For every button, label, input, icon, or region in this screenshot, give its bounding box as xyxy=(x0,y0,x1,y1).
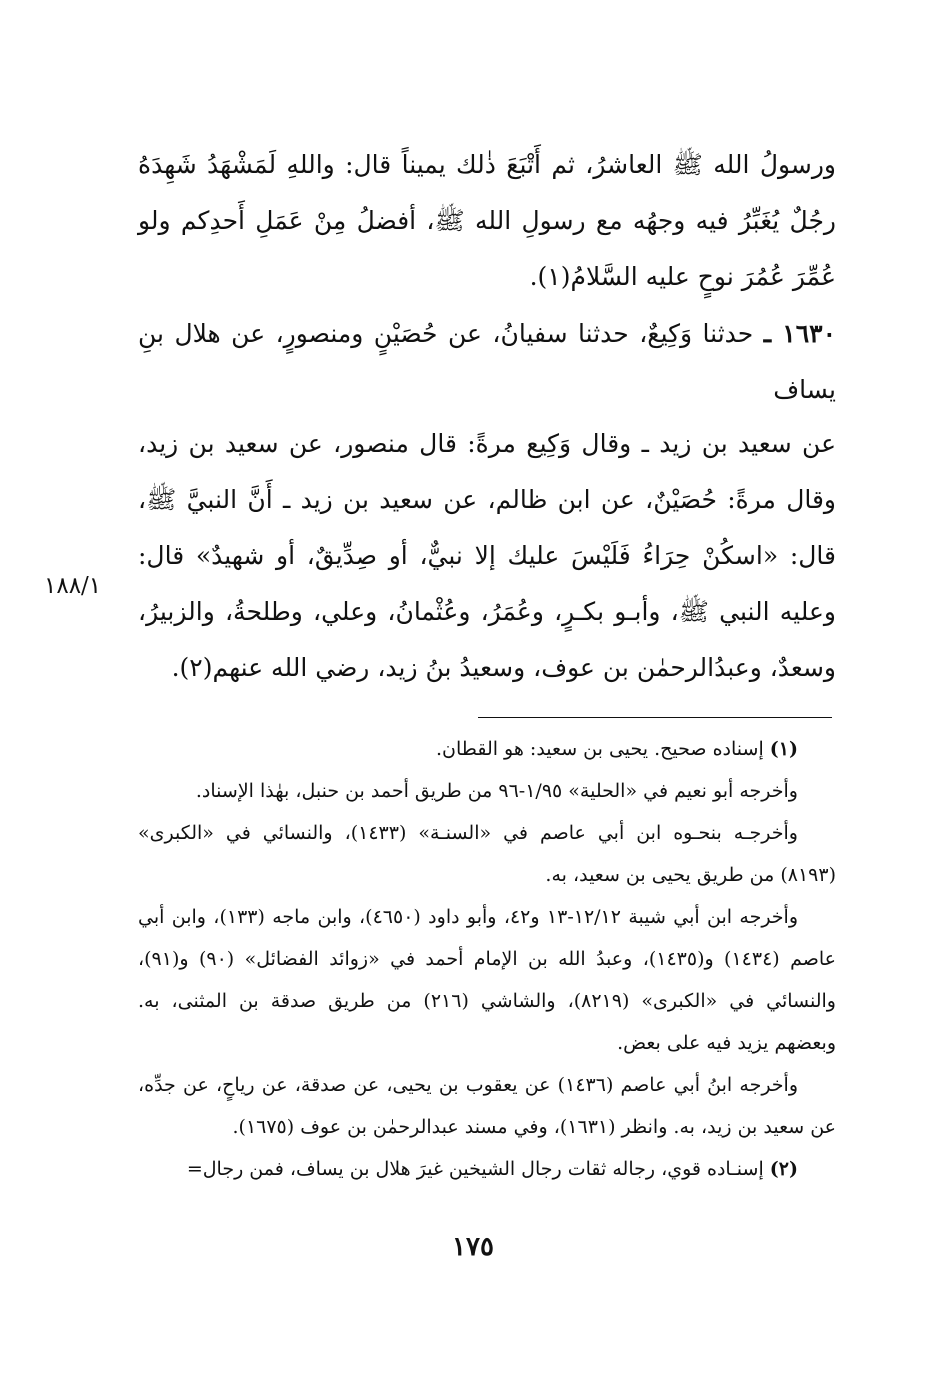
footnote-text: وأخرجه ابن أبي شيبة ١٢/١٢-١٣ و٤٢، وأبو داود (٤٦٥٠)، وابن ماجه (١٣٣)، وابن أبي عاصم (١٤٣٤) و(١٤٣٥)، وعبدُ الله بن الإمام أحمد في «زوائد الفضائل» (٩٠) و(٩١)، والنسائي في «الكبرى» (٨٢١٩)، والشاشي (٢١٦) من طريق صدقة بن المثنى، به. وبعضهم يزيد فيه على بعض. xyxy=(138,906,836,1054)
footnote-text: وأخرجـه بنحـوه ابن أبي عاصم في «السنـة» (١٤٣٣)، والنسائي في «الكبرى» (٨١٩٣) من طريق يحيى بن سعيد، به. xyxy=(138,822,836,886)
footnote-number: (١) xyxy=(769,738,798,760)
footnote-paragraph xyxy=(138,812,836,896)
footnote-paragraph xyxy=(138,1064,836,1148)
margin-reference: ١٨٨/١ xyxy=(44,573,102,599)
footnote-text: وأخرجه أبو نعيم في «الحلية» ١/٩٥-٩٦ من طريق أحمد بن حنبل، بهٰذا الإسناد. xyxy=(195,780,798,802)
footnote-text: وأخرجه ابنُ أبي عاصم (١٤٣٦) عن يعقوب بن يحيى، عن صدقة، عن رياحٍ، عن جدِّه، عن سعيد بن زيد، به. وانظر (١٦٣١)، وفي مسند عبدالرحمٰن بن عوف (١٦٧٥). xyxy=(138,1074,836,1138)
footnote-paragraph xyxy=(138,1148,836,1190)
page-number: ١٧٥ xyxy=(452,1232,494,1262)
hadith-isnad-paragraph xyxy=(138,306,836,418)
footnote-divider xyxy=(478,717,832,718)
paragraph-text: عن سعيد بن زيد ـ وقال وَكِيع مرةً: قال منصور، عن سعيد بن زيد، وقال مرةً: حُصَيْنٌ، عن ابن ظالم، عن سعيد بن زيد ـ أَنَّ النبيَّ ﷺ، قال: «اسكُنْ حِرَاءُ فَلَيْسَ عليك إلا نبيٌّ، أو صِدِّيقٌ، أو شهيدٌ» قال: وعليه النبي ﷺ، وأبـو بكـرٍ، وعُمَرُ، وعُثْمانُ، وعلي، وطلحةُ، والزبيرُ، وسعدٌ، وعبدُالرحمٰن بن عوف، وسعيدُ بنُ زيد، رضي الله عنهم(٢). xyxy=(138,429,836,682)
footnote-paragraph xyxy=(138,728,836,770)
footnote-text: إسنـاده قوي، رجاله ثقات رجال الشيخين غيرَ هلال بن يساف، فمن رجال= xyxy=(186,1158,764,1180)
footnote-paragraph xyxy=(138,896,836,1064)
footnote-paragraph xyxy=(138,770,836,812)
hadith-number: ١٦٣٠ ـ xyxy=(763,319,836,348)
footnotes-section xyxy=(138,728,836,1190)
paragraph-text: حدثنا وَكِيعٌ، حدثنا سفيانُ، عن حُصَيْنٍ ومنصورٍ، عن هلال بنِ يساف xyxy=(138,319,836,404)
paragraph-text: ورسولُ الله ﷺ العاشرُ، ثم أَتْبَعَ ذٰلك يميناً قال: واللهِ لَمَشْهَدُ شَهِدَهُ رجُلٌ يُغَبِّرُ فيه وجهُه مع رسولِ الله ﷺ، أفضلُ مِنْ عَمَلِ أَحدِكم ولو عُمِّرَ عُمُرَ نوحٍ عليه السَّلامُ(١). xyxy=(138,150,836,291)
footnote-text: إسناده صحيح. يحيى بن سعيد: هو القطان. xyxy=(435,738,764,760)
hadith-matn-paragraph xyxy=(138,416,836,696)
footnote-number: (٢) xyxy=(769,1158,798,1180)
body-paragraph-1 xyxy=(138,137,836,305)
